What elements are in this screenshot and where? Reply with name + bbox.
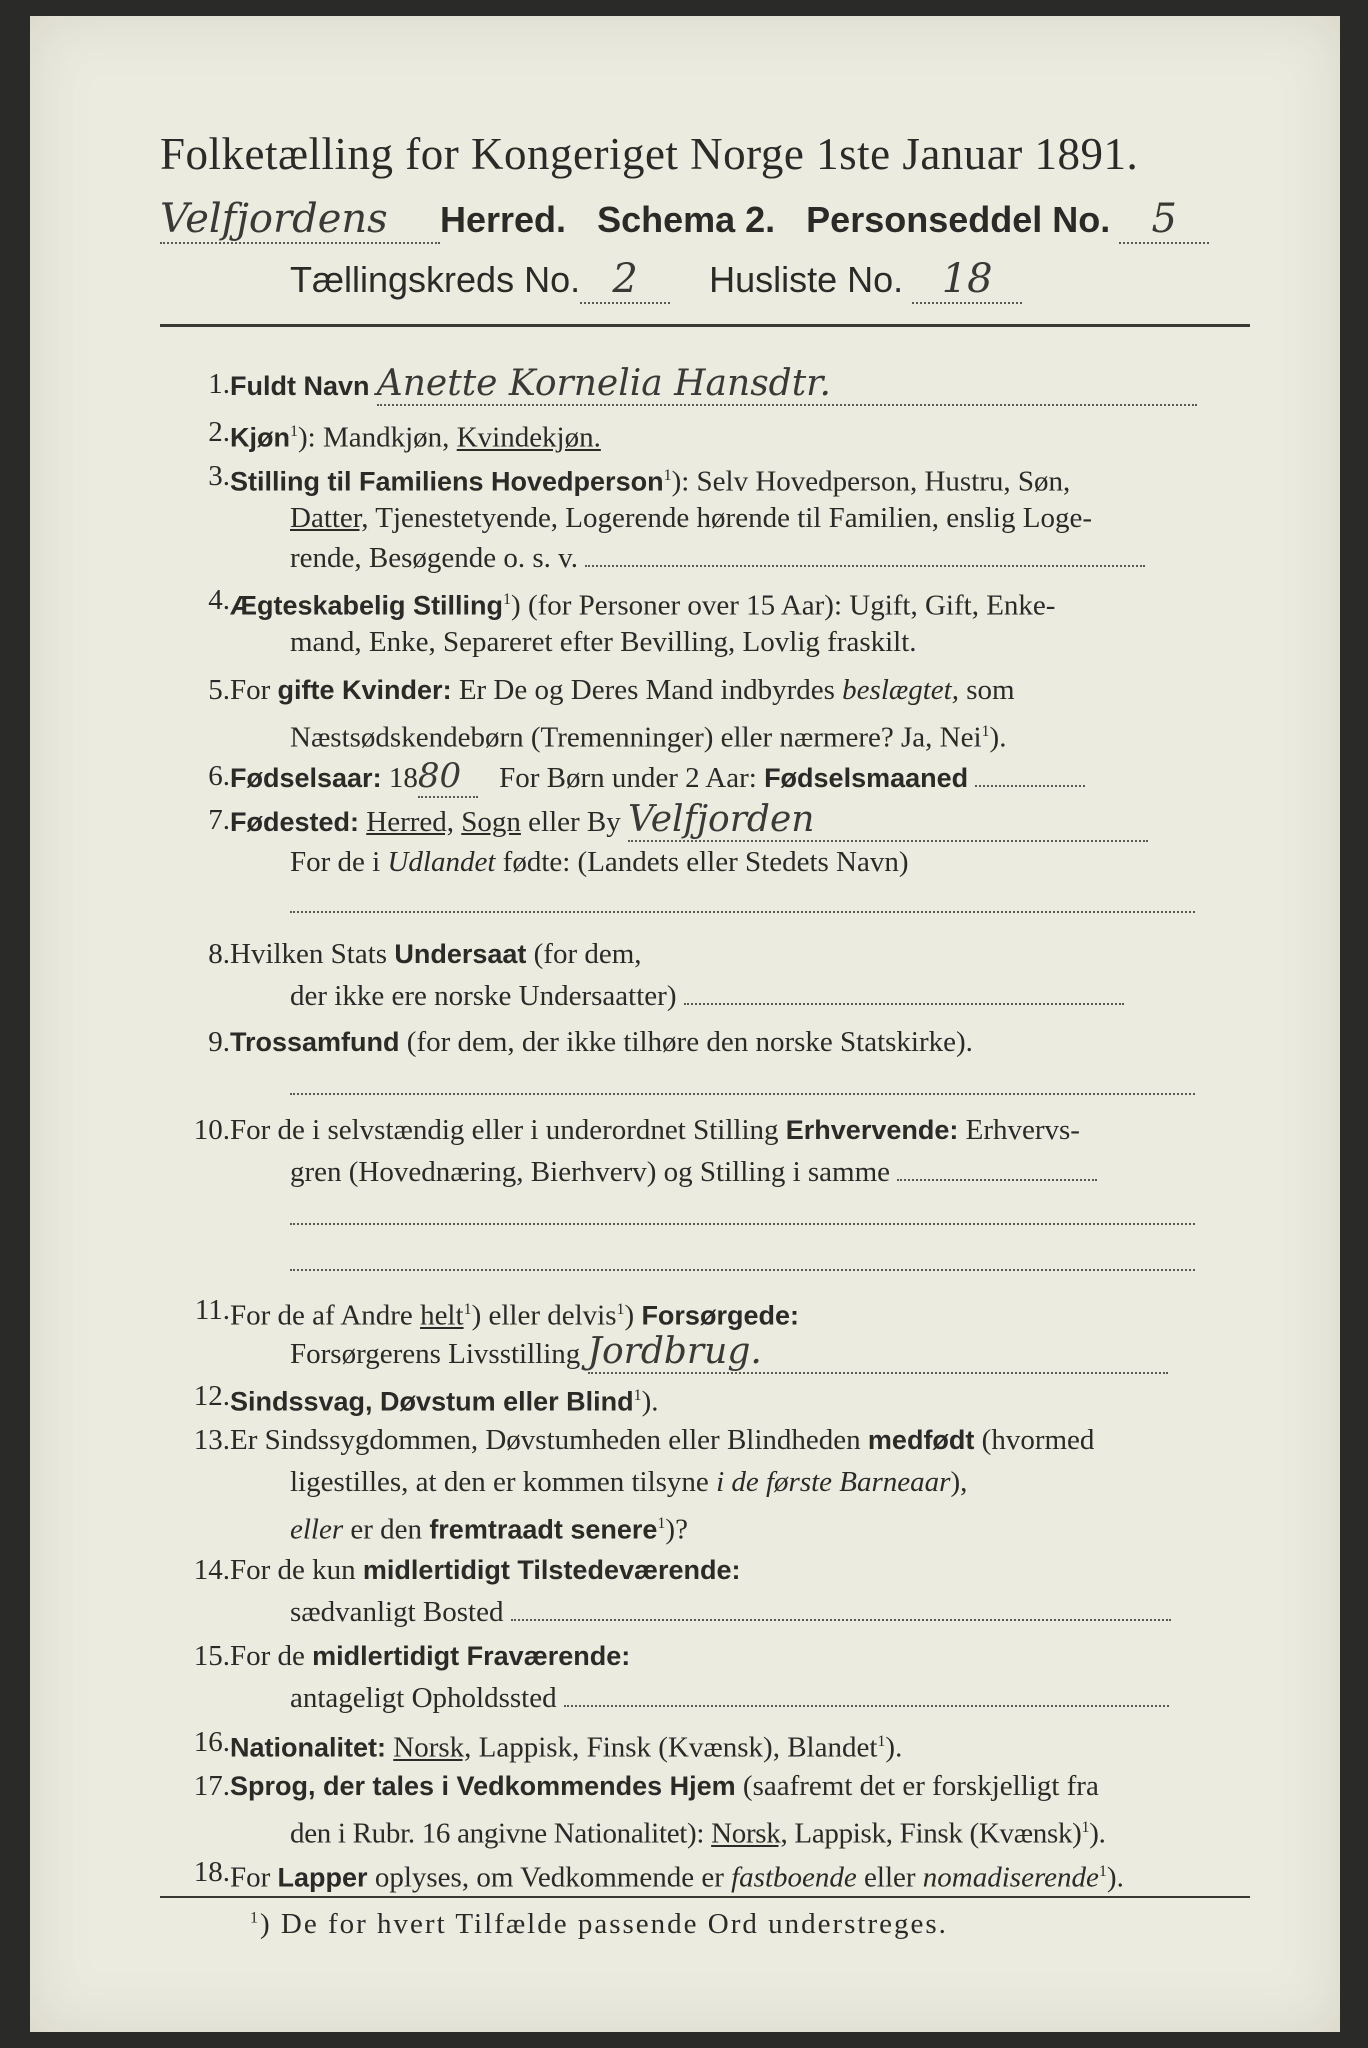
q7-label: Fødested:: [230, 807, 360, 837]
q4-footnote-mark: 1: [503, 591, 512, 608]
q5-pre: For: [230, 674, 271, 706]
q15-line-1: [230, 1636, 1240, 1676]
q18-option-fastboende: fastboende: [731, 1861, 857, 1894]
q14-text-2: sædvanligt Bosted: [290, 1596, 504, 1628]
q4-line-1: [230, 580, 1240, 626]
q7-option-sogn: Sogn: [461, 806, 521, 838]
schema-label: Schema 2.: [597, 199, 776, 240]
q14-line-2: [290, 1592, 1240, 1632]
q8-line-2: [290, 976, 1240, 1016]
q13-number: 13.: [193, 1424, 230, 1456]
q7-text-2c: fødte: (Landets eller Stedets Navn): [502, 846, 909, 878]
q11-footnote-mark: 1: [463, 1301, 472, 1318]
footnote: [250, 1908, 948, 1941]
q13-text-3c: )?: [665, 1513, 688, 1546]
q17-text-end: ).: [1089, 1817, 1106, 1850]
q13-footnote-mark: 1: [657, 1515, 666, 1532]
q12-text: ).: [641, 1385, 659, 1418]
q16-text-end: ).: [885, 1731, 903, 1764]
q7-answer-line-2: [290, 889, 1195, 913]
q10-line-4: [290, 1242, 1240, 1282]
q14-text-1: For de kun: [230, 1554, 356, 1586]
q1-line: [230, 364, 1240, 406]
q6-number: 6.: [208, 760, 230, 792]
q16-line: [230, 1722, 1240, 1768]
q11-text-2: Forsørgerens Livsstilling: [290, 1338, 581, 1370]
q3-line-3: [290, 538, 1240, 578]
q13-label: medfødt: [867, 1425, 975, 1455]
q18-footnote-mark: 1: [1098, 1863, 1107, 1880]
herred-label: Herred.: [440, 199, 567, 240]
q5-label: gifte Kvinder:: [277, 675, 452, 705]
q1-value: Anette Kornelia Hansdtr.: [377, 364, 1197, 406]
q11-text-1: For de af Andre: [230, 1299, 413, 1332]
q13-text-2b: i de første Barneaar: [716, 1466, 951, 1498]
q11-value: Jordbrug.: [588, 1332, 1168, 1374]
q11-option-selected: helt: [420, 1299, 464, 1332]
q5-line-1: [230, 670, 1240, 710]
q11-footnote-mark-2: 1: [616, 1301, 625, 1318]
q3-label: Stilling til Familiens Hovedperson: [230, 466, 664, 497]
q4-number: 4.: [208, 584, 230, 616]
census-form-sheet: [30, 16, 1340, 2032]
footnote-mark: 1: [250, 1909, 260, 1927]
q11-number: 11.: [194, 1294, 230, 1326]
q9-answer-line: [290, 1071, 1195, 1095]
footnote-text: ) De for hvert Tilfælde passende Ord understreges.: [260, 1908, 948, 1940]
personseddel-label: Personseddel No.: [806, 199, 1111, 240]
q13-text-3b: er den: [350, 1513, 423, 1546]
q16-label: Nationalitet:: [230, 1732, 387, 1763]
q4-label: Ægteskabelig Stilling: [230, 590, 504, 621]
q7-line-3: [290, 884, 1240, 924]
q14-number: 14.: [193, 1554, 230, 1586]
q12-line: [230, 1376, 1240, 1422]
kreds-value: 2: [580, 256, 670, 304]
q18-text-1c: eller: [864, 1861, 916, 1894]
q8-number: 8.: [208, 938, 230, 970]
q3-answer-line: [585, 543, 1145, 567]
kreds-label: Tællingskreds No.: [290, 259, 581, 300]
q10-text-1: For de i selvstændig eller i underordnet Stilling: [230, 1114, 779, 1146]
q8-line-1: [230, 934, 1240, 974]
q8-text-1b: (for dem,: [533, 938, 642, 970]
q2-number: 2.: [208, 416, 230, 448]
q8-label: Undersaat: [394, 939, 527, 969]
q10-text-1b: Erhvervs-: [965, 1114, 1080, 1146]
q15-text-1: For de: [230, 1640, 305, 1672]
q9-line: [230, 1022, 1240, 1062]
q6-line: [230, 756, 1240, 798]
q11-line-1: [230, 1290, 1240, 1336]
q10-number: 10.: [193, 1114, 230, 1146]
q15-answer-line: [564, 1683, 1169, 1707]
q12-number: 12.: [193, 1380, 230, 1412]
q17-text-1: (saafremt det er forskjelligt fra: [742, 1770, 1099, 1802]
q5-number: 5.: [208, 674, 230, 706]
q7-option-herred: Herred,: [366, 806, 455, 838]
q7-line-2: [290, 842, 1240, 882]
q18-text-1: For: [230, 1861, 271, 1894]
q13-text-3a: eller: [290, 1513, 344, 1546]
q7-line-1: [230, 800, 1240, 842]
q17-line-2: [290, 1808, 1240, 1854]
q9-label: Trossamfund: [230, 1027, 400, 1057]
q4-text-1: ) (for Personer over 15 Aar): Ugift, Gift, Enke-: [511, 589, 1056, 622]
q9-line-2: [290, 1066, 1240, 1106]
q10-line-1: [230, 1110, 1240, 1150]
q15-number: 15.: [193, 1640, 230, 1672]
q11-label: Forsørgede:: [641, 1300, 799, 1331]
q5-text-1c: som: [966, 674, 1015, 706]
q15-text-2: antageligt Opholdssted: [290, 1682, 557, 1714]
q10-line-2: [290, 1152, 1240, 1192]
q3-text-2: Tjenestetyende, Logerende hørende til Familien, enslig Loge-: [375, 502, 1092, 534]
q3-line-1: [230, 456, 1240, 502]
q13-text-2c: ),: [950, 1466, 968, 1498]
q5-text-2b: ).: [989, 721, 1007, 754]
q13-text-1: Er Sindssygdommen, Døvstumheden eller Blindheden: [230, 1424, 861, 1456]
q13-line-2: [290, 1462, 1240, 1502]
herred-value: Velfjordens: [160, 196, 440, 244]
q3-number: 3.: [208, 460, 230, 492]
q14-line-1: [230, 1550, 1240, 1590]
q5-text-1b: beslægtet,: [842, 674, 959, 706]
q17-line-1: [230, 1766, 1240, 1806]
q6-value: 80: [418, 756, 478, 798]
q7-text: eller By: [528, 806, 621, 838]
q10-answer-line: [897, 1157, 1097, 1181]
q2-option-selected: Kvindekjøn.: [456, 421, 601, 454]
q13-line-1: [230, 1420, 1240, 1460]
q2-label: Kjøn: [230, 422, 290, 453]
q17-option-selected: Norsk,: [711, 1817, 788, 1850]
q14-answer-line: [511, 1597, 1171, 1621]
husliste-value: 18: [912, 256, 1022, 304]
form-title: Folketælling for Kongeriget Norge 1ste Januar 1891.: [160, 129, 1139, 179]
personseddel-value: 5: [1119, 196, 1209, 244]
q17-footnote-mark: 1: [1081, 1819, 1090, 1836]
q12-footnote-mark: 1: [633, 1387, 642, 1404]
q12-label: Sindssvag, Døvstum eller Blind: [230, 1386, 634, 1417]
q3-option-selected: Datter,: [290, 502, 369, 534]
q13-text-1b: (hvormed: [981, 1424, 1095, 1456]
q10-answer-line-3: [290, 1247, 1195, 1271]
q18-label: Lapper: [277, 1862, 368, 1893]
q17-text-2a: den i Rubr. 16 angivne Nationalitet):: [290, 1817, 705, 1850]
q16-number: 16.: [193, 1726, 230, 1758]
q11-line-2: [290, 1332, 1240, 1374]
q18-option-nomadiserende: nomadiserende: [922, 1861, 1099, 1894]
q13-line-3: [290, 1504, 1240, 1550]
q16-footnote-mark: 1: [877, 1733, 886, 1750]
q10-label: Erhvervende:: [785, 1115, 959, 1145]
q8-answer-line: [684, 981, 1124, 1005]
q13-text-2a: ligestilles, at den er kommen tilsyne: [290, 1466, 709, 1498]
q2-line: [230, 412, 1240, 458]
q15-label: midlertidigt Fraværende:: [312, 1641, 631, 1671]
q3-text-1: ): Selv Hovedperson, Hustru, Søn,: [671, 465, 1071, 498]
q17-label: Sprog, der tales i Vedkommendes Hjem: [230, 1771, 736, 1801]
header-line-herred: [160, 196, 1260, 244]
q5-line-2: [290, 712, 1240, 758]
q17-text-2b: Lappisk, Finsk (Kvænsk): [794, 1817, 1082, 1850]
q9-text: (for dem, der ikke tilhøre den norske Statskirke).: [406, 1026, 973, 1058]
q6-label-2: Fødselsmaaned: [764, 763, 969, 793]
q2-text: ): Mandkjøn,: [298, 421, 450, 454]
q1-number: 1.: [208, 368, 230, 400]
q14-label: midlertidigt Tilstedeværende:: [362, 1555, 741, 1585]
q11-text-1c: ): [624, 1299, 635, 1332]
q3-text-3: rende, Besøgende o. s. v.: [290, 542, 579, 574]
q3-line-2: [290, 498, 1240, 538]
q11-text-1b: ) eller delvis: [471, 1299, 617, 1332]
q6-text: For Børn under 2 Aar:: [499, 762, 757, 794]
q8-text-2: der ikke ere norske Undersaatter): [290, 980, 677, 1012]
husliste-label: Husliste No.: [709, 259, 904, 300]
q18-line: [230, 1852, 1240, 1898]
q13-label-2: fremtraadt senere: [429, 1514, 658, 1545]
q18-text-1b: oplyses, om Vedkommende er: [374, 1861, 724, 1894]
q9-number: 9.: [208, 1026, 230, 1058]
q5-footnote-mark: 1: [981, 723, 990, 740]
header-line-kreds: [290, 256, 1190, 304]
q6-answer-line: [975, 763, 1085, 787]
q10-answer-line-2: [290, 1201, 1195, 1225]
q15-line-2: [290, 1678, 1240, 1718]
q10-text-2: gren (Hovednæring, Bierhverv) og Stilling i samme: [290, 1156, 891, 1188]
q4-text-2: mand, Enke, Separeret efter Bevilling, Lovlig fraskilt.: [290, 626, 917, 658]
header-rule: [160, 324, 1250, 327]
q7-text-2a: For de i: [290, 846, 381, 878]
q2-footnote-mark: 1: [290, 423, 298, 440]
q3-footnote-mark: 1: [663, 467, 672, 484]
q6-label: Fødselsaar:: [230, 763, 382, 793]
q7-value: Velfjorden: [628, 800, 1148, 842]
q16-text: Lappisk, Finsk (Kvænsk), Blandet: [478, 1731, 878, 1764]
q5-text-1a: Er De og Deres Mand indbyrdes: [458, 674, 835, 706]
footnote-rule: [160, 1896, 1250, 1898]
q16-option-selected: Norsk,: [393, 1731, 472, 1764]
q10-line-3: [290, 1196, 1240, 1236]
q7-number: 7.: [208, 804, 230, 836]
q17-number: 17.: [193, 1770, 230, 1802]
q18-text-end: ).: [1106, 1861, 1124, 1894]
q8-text-1: Hvilken Stats: [230, 938, 388, 970]
q7-text-2b: Udlandet: [387, 846, 496, 878]
q6-year-prefix: 18: [388, 762, 418, 794]
q5-text-2: Næstsødskendebørn (Tremenninger) eller nærmere? Ja, Nei: [290, 721, 982, 754]
q18-number: 18.: [193, 1856, 230, 1888]
q1-label: Fuldt Navn: [230, 371, 370, 401]
